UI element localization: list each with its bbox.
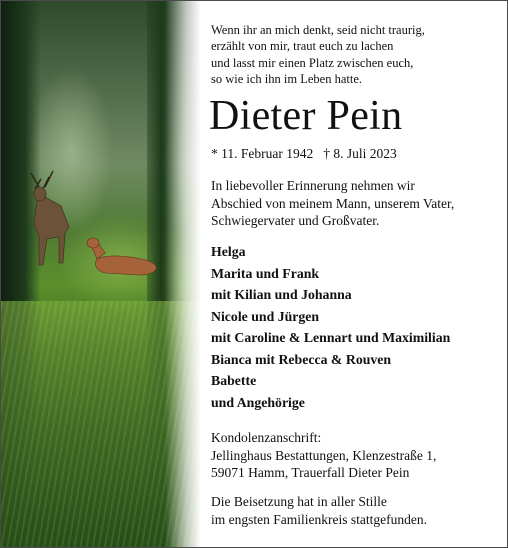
poem-line: und lasst mir einen Platz zwischen euch, bbox=[211, 55, 414, 70]
death-date: † 8. Juli 2023 bbox=[323, 146, 397, 161]
mourner: mit Kilian und Johanna bbox=[211, 287, 352, 302]
forest-deer-painting bbox=[1, 1, 201, 547]
burial-line: Die Beisetzung hat in aller Stille bbox=[211, 494, 387, 509]
mourner: Babette bbox=[211, 373, 257, 388]
mourner: mit Caroline & Lennart und Maximilian bbox=[211, 330, 451, 345]
mourner: und Angehörige bbox=[211, 394, 305, 410]
mourner: Bianca mit Rebecca & Rouven bbox=[211, 351, 392, 367]
poem-line: Wenn ihr an mich denkt, seid nicht traurig, bbox=[211, 23, 425, 37]
farewell-line: In liebevoller Erinnerung nehmen wir bbox=[211, 178, 415, 193]
birth-date: * 11. Februar 1942 bbox=[211, 146, 314, 161]
life-dates bbox=[211, 145, 397, 163]
farewell-line: Schwiegervater und Großvater. bbox=[211, 213, 380, 228]
scene-fade-edge bbox=[165, 1, 201, 547]
doe-icon bbox=[87, 238, 156, 275]
condolence-line: Kondolenzanschrift: bbox=[211, 430, 322, 445]
mourners-list bbox=[211, 241, 507, 413]
farewell-line: Abschied von meinem Mann, unserem Vater, bbox=[211, 195, 455, 211]
poem-line: erzählt von mir, traut euch zu lachen bbox=[211, 39, 394, 54]
condolence-line: Jellinghaus Bestattungen, Klenzestraße 1, bbox=[211, 447, 437, 463]
burial-notice bbox=[211, 493, 501, 528]
mourner: Marita und Frank bbox=[211, 265, 320, 281]
burial-line: im engsten Familienkreis stattgefunden. bbox=[211, 511, 427, 527]
mourner: Nicole und Jürgen bbox=[211, 308, 320, 324]
poem-line: so wie ich ihn im Leben hatte. bbox=[211, 71, 363, 86]
stag-icon bbox=[31, 171, 69, 265]
mourner: Helga bbox=[211, 244, 246, 259]
deceased-name: Dieter Pein bbox=[209, 93, 403, 139]
poem bbox=[211, 22, 501, 87]
condolence-line: 59071 Hamm, Trauerfall Dieter Pein bbox=[211, 465, 410, 480]
condolence-address bbox=[211, 429, 501, 482]
farewell-text bbox=[211, 177, 501, 230]
